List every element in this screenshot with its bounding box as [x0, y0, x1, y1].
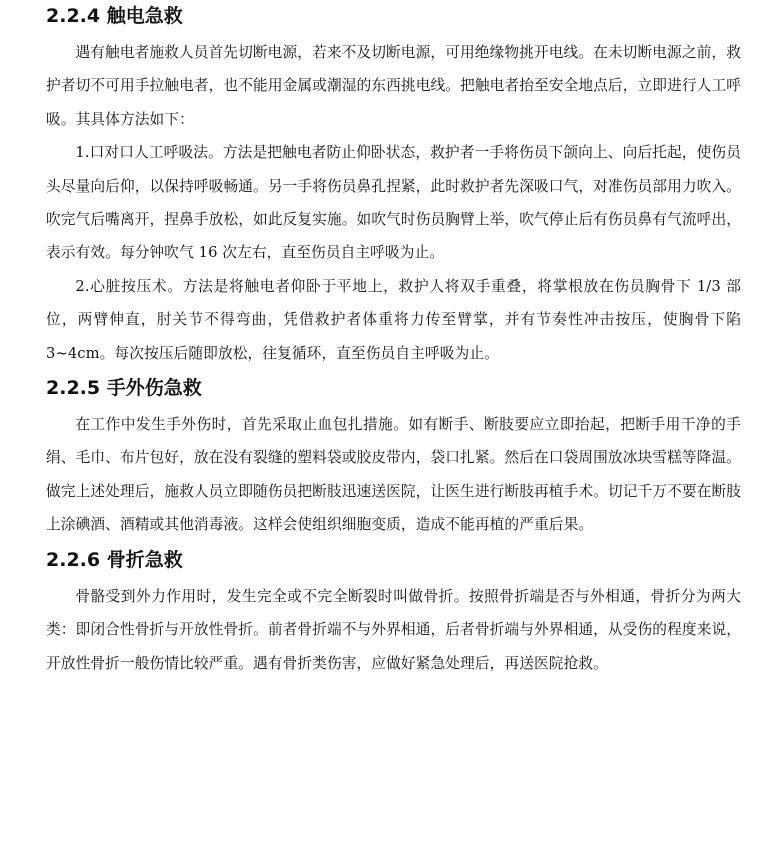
section-heading: 2.2.4 触电急救 — [46, 5, 183, 27]
paragraph: 1.口对口人工呼吸法。方法是把触电者防止仰卧状态，救护者一手将伤员下颌向上、向后托起，使伤员头尽量向后仰，以保持呼吸畅通。另一手将伤员鼻孔捏紧，此时救护者先深吸口气，对准伤员部用力吹入。吹完气后嘴离开，捏鼻手放松，如此反复实施。如吹气时伤员胸臂上举，吹气停止后有伤员鼻有气流呼出，表示有效。每分钟吹气 16 次左右，直至伤员自主呼吸为止。 — [46, 144, 742, 262]
section-heading: 2.2.5 手外伤急救 — [46, 377, 202, 400]
paragraph: 骨骼受到外力作用时，发生完全或不完全断裂时叫做骨折。按照骨折端是否与外相通，骨折分为两大类：即闭合性骨折与开放性骨折。前者骨折端不与外界相通，后者骨折端与外界相通，从受伤的程度来说，开放性骨折一般伤情比较严重。遇有骨折类伤害，应做好紧急处理后，再送医院抢救。 — [46, 587, 742, 672]
paragraph: 遇有触电者施救人员首先切断电源，若来不及切断电源，可用绝缘物挑开电线。在未切断电源之前，救护者切不可用手拉触电者，也不能用金属或潮湿的东西挑电线。把触电者抬至安全地点后，立即进行人工呼吸。其具体方法如下： — [46, 44, 742, 128]
section-electric-shock — [46, 4, 741, 370]
section-heading: 2.2.6 骨折急救 — [46, 548, 183, 571]
section-fracture — [46, 548, 741, 680]
paragraph: 2.心脏按压术。方法是将触电者仰卧于平地上，救护人将双手重叠，将掌根放在伤员胸骨下 1/3 部位，两臂伸直，肘关节不得弯曲，凭借救护者体重将力传至臂掌，并有节奏性冲击按压，使胸骨下陷 3~4cm。每次按压后随即放松，往复循环，直至伤员自主呼吸为止。 — [46, 277, 741, 362]
paragraph: 在工作中发生手外伤时，首先采取止血包扎措施。如有断手、断肢要应立即抬起，把断手用干净的手绢、毛巾、布片包好，放在没有裂缝的塑料袋或胶皮带内，袋口扎紧。然后在口袋周围放冰块雪糕等降温。做完上述处理后，施救人员立即随伤员把断肢迅速送医院，让医生进行断肢再植手术。切记千万不要在断肢上涂碘酒、酒精或其他消毒液。这样会使组织细胞变质，造成不能再植的严重后果。 — [46, 416, 742, 534]
section-hand-injury — [46, 376, 741, 542]
